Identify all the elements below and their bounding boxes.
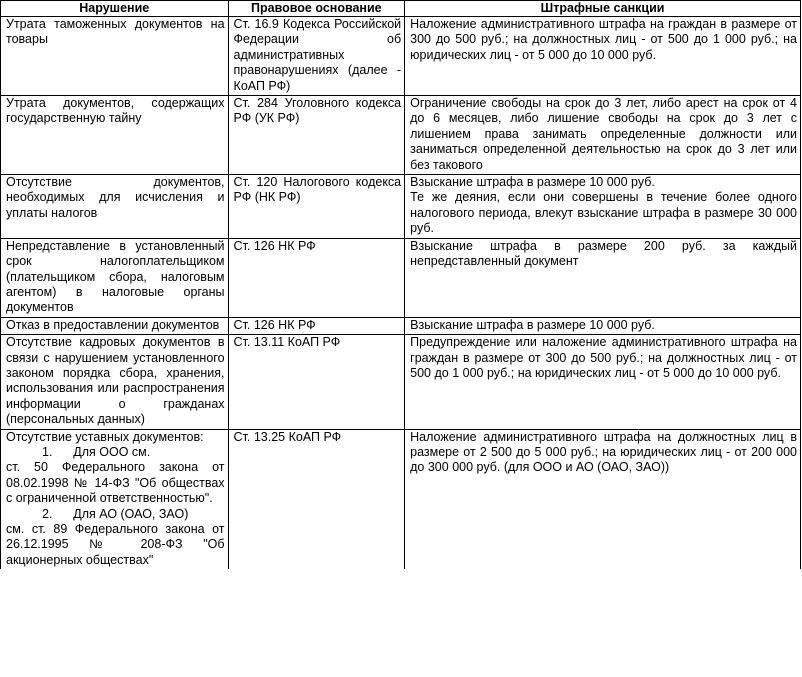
cell-sanction: Взыскание штрафа в размере 200 руб. за каждый непредставленный документ [405, 238, 801, 317]
cell-legal-basis: Ст. 126 НК РФ [228, 238, 405, 317]
cell-legal-basis: Ст. 13.25 КоАП РФ [228, 429, 405, 569]
cell-violation: Утрата документов, содержащих государственную тайну [1, 96, 229, 175]
cell-legal-basis: Ст. 126 НК РФ [228, 317, 405, 334]
cell-sanction: Наложение административного штрафа на должностных лиц в размере от 2 500 до 5 000 руб.; на юридических лиц - от 200 000 до 300 000 руб. (для ООО и АО (ОАО, ЗАО)) [405, 429, 801, 569]
header-sanctions: Штрафные санкции [405, 1, 801, 17]
cell-sanction: Взыскание штрафа в размере 10 000 руб. Те же деяния, если они совершены в течение более одного налогового периода, влекут взыскание штрафа в размере 30 000 руб. [405, 175, 801, 239]
cell-sanction: Предупреждение или наложение административного штрафа на граждан в размере от 300 до 500 руб.; на должностных лиц - от 500 до 1 000 руб.; на юридических лиц - от 5 000 до 10 000 руб. [405, 335, 801, 429]
table-row [1, 317, 801, 334]
table-row [1, 17, 801, 96]
cell-legal-basis: Ст. 120 Налогового кодекса РФ (НК РФ) [228, 175, 405, 239]
cell-sanction: Ограничение свободы на срок до 3 лет, либо арест на срок от 4 до 6 месяцев, либо лишение свободы на срок до 3 лет с лишением права занимать определенные должности или заниматься определенной деятельностью на срок до 3 лет или без такового [405, 96, 801, 175]
cell-violation: Отказ в предоставлении документов [1, 317, 229, 334]
cell-sanction: Наложение административного штрафа на граждан в размере от 300 до 500 руб.; на должностных лиц - от 500 до 1 000 руб.; на юридических лиц - от 5 000 до 10 000 руб. [405, 17, 801, 96]
cell-legal-basis: Ст. 13.11 КоАП РФ [228, 335, 405, 429]
table-row [1, 238, 801, 317]
header-legal-basis: Правовое основание [228, 1, 405, 17]
cell-violation: Непредставление в установленный срок налогоплательщиком (плательщиком сбора, налоговым агентом) в налоговые органы документов [1, 238, 229, 317]
table-row [1, 175, 801, 239]
cell-sanction: Взыскание штрафа в размере 10 000 руб. [405, 317, 801, 334]
cell-legal-basis: Ст. 16.9 Кодекса Российской Федерации об административных правонарушениях (далее - КоАП РФ) [228, 17, 405, 96]
header-row [1, 1, 801, 17]
cell-violation: Отсутствие кадровых документов в связи с нарушением установленного законом порядка сбора, хранения, использования или распространения информации о гражданах (персональных данных) [1, 335, 229, 429]
table-row [1, 335, 801, 429]
header-violation: Нарушение [1, 1, 229, 17]
cell-violation: Отсутствие уставных документов: 1. Для ООО см. ст. 50 Федерального закона от 08.02.1998 № 14-ФЗ "Об обществах с ограниченной ответственностью". 2. Для АО (ОАО, ЗАО) см. ст. 89 Федерального закона от 26.12.1995 № 208-ФЗ "Об акционерных обществах" [1, 429, 229, 569]
cell-legal-basis: Ст. 284 Уголовного кодекса РФ (УК РФ) [228, 96, 405, 175]
table-row [1, 96, 801, 175]
cell-violation: Отсутствие документов, необходимых для исчисления и уплаты налогов [1, 175, 229, 239]
table-row [1, 429, 801, 569]
cell-violation: Утрата таможенных документов на товары [1, 17, 229, 96]
